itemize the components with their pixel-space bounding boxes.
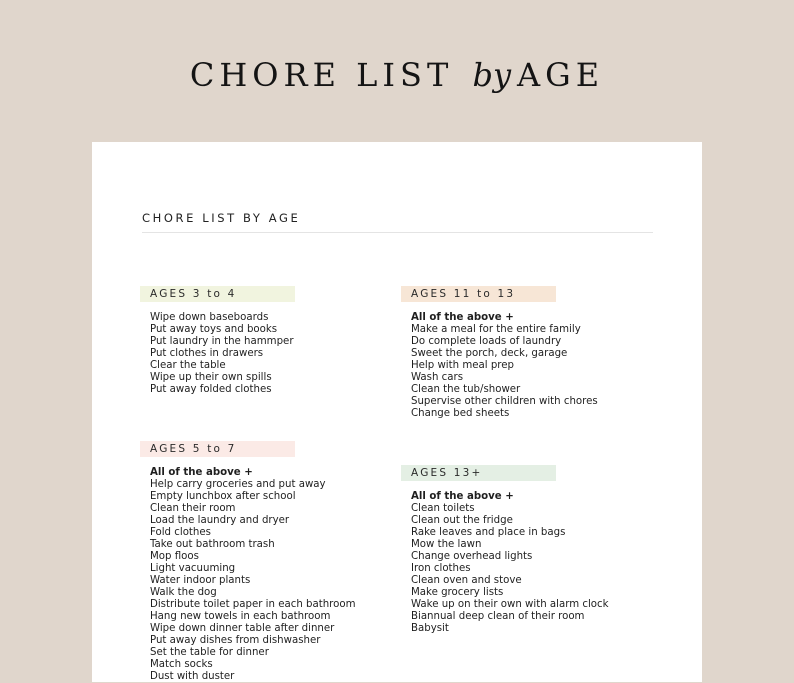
age-group-3-4 [140, 286, 295, 396]
chore-item: Load the laundry and dryer [150, 515, 290, 526]
chore-item: Clean out the fridge [411, 515, 513, 526]
chore-item: Walk the dog [150, 587, 217, 598]
chore-item: Put away toys and books [150, 324, 278, 335]
age-label: AGES 5 to 7 [140, 441, 295, 457]
chore-item: Rake leaves and place in bags [411, 527, 566, 538]
chore-item: Supervise other children with chores [411, 396, 598, 407]
chore-lead: All of the above + [411, 312, 514, 323]
chore-item: Babysit [411, 623, 449, 634]
age-group-13-plus [401, 465, 609, 635]
chore-item: Fold clothes [150, 527, 211, 538]
chore-list [401, 312, 598, 420]
chore-list [140, 467, 356, 683]
chore-item: Clean oven and stove [411, 575, 522, 586]
chore-item: Distribute toilet paper in each bathroom [150, 599, 356, 610]
chore-item: Wipe down dinner table after dinner [150, 623, 335, 634]
chore-item: Mow the lawn [411, 539, 482, 550]
age-group-11-13 [401, 286, 598, 420]
sheet-heading: CHORE LIST BY AGE [142, 211, 301, 225]
chore-item: Match socks [150, 659, 213, 670]
chore-item: Biannual deep clean of their room [411, 611, 585, 622]
chore-item: Put laundry in the hammper [150, 336, 294, 347]
chore-item: Put clothes in drawers [150, 348, 264, 359]
chore-item: Empty lunchbox after school [150, 491, 296, 502]
chore-item: Water indoor plants [150, 575, 251, 586]
age-label: AGES 13+ [401, 465, 556, 481]
banner-title [0, 56, 794, 94]
age-group-5-7 [140, 441, 356, 683]
chore-item: Make a meal for the entire family [411, 324, 581, 335]
chore-item: Help carry groceries and put away [150, 479, 326, 490]
chore-item: Clean toilets [411, 503, 475, 514]
age-label: AGES 11 to 13 [401, 286, 556, 302]
chore-item: Clear the table [150, 360, 226, 371]
chore-item: Wipe up their own spills [150, 372, 272, 383]
chore-item: Dust with duster [150, 671, 235, 682]
chore-item: Wash cars [411, 372, 464, 383]
chore-item: Set the table for dinner [150, 647, 269, 658]
chore-list [401, 491, 609, 635]
chore-item: Help with meal prep [411, 360, 514, 371]
chore-item: Clean the tub/shower [411, 384, 521, 395]
age-label: AGES 3 to 4 [140, 286, 295, 302]
chore-item: Clean their room [150, 503, 236, 514]
chore-item: Put away folded clothes [150, 384, 272, 395]
heading-divider [142, 232, 653, 233]
chore-item: Wipe down baseboards [150, 312, 269, 323]
chore-item: Light vacuuming [150, 563, 236, 574]
chore-lead: All of the above + [150, 467, 253, 478]
chore-list [140, 312, 295, 396]
chore-item: Make grocery lists [411, 587, 504, 598]
chore-item: Mop floos [150, 551, 199, 562]
chore-item: Change bed sheets [411, 408, 510, 419]
chore-lead: All of the above + [411, 491, 514, 502]
chore-item: Iron clothes [411, 563, 471, 574]
chore-item: Put away dishes from dishwasher [150, 635, 321, 646]
banner-title-part2: AGE [517, 56, 605, 94]
chore-item: Change overhead lights [411, 551, 533, 562]
chore-item: Sweet the porch, deck, garage [411, 348, 568, 359]
chore-item: Do complete loads of laundry [411, 336, 562, 347]
chore-sheet [92, 142, 702, 682]
banner-title-part1: CHORE LIST [189, 56, 454, 94]
chore-item: Hang new towels in each bathroom [150, 611, 331, 622]
banner-title-by: by [472, 56, 512, 94]
chore-item: Take out bathroom trash [150, 539, 275, 550]
chore-item: Wake up on their own with alarm clock [411, 599, 609, 610]
